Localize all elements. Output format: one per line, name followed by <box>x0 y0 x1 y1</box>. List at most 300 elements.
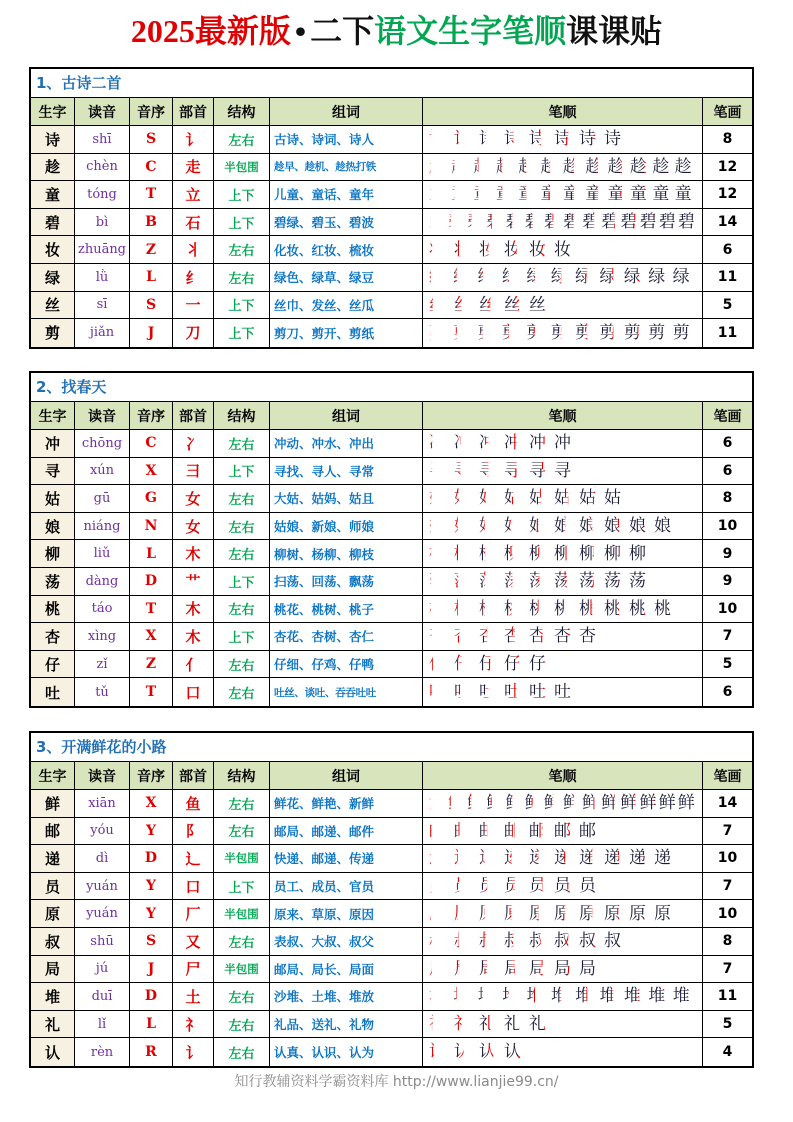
stroke-step <box>579 930 599 952</box>
stroke-step <box>454 625 474 647</box>
stroke-order-cell <box>423 181 703 208</box>
stroke-ink-done <box>579 958 598 980</box>
stroke-step <box>529 294 549 316</box>
column-header: 读音 <box>75 98 130 125</box>
stroke-step <box>582 792 602 814</box>
stroke-ink-new <box>454 487 473 509</box>
stroke-step <box>678 211 698 233</box>
stroke-count-cell: 6 <box>722 241 733 258</box>
stroke-step <box>454 930 474 952</box>
stroke-step <box>529 820 549 842</box>
stroke-step <box>479 460 499 482</box>
column-header: 结构 <box>214 762 270 789</box>
words-cell: 原来、草原、原因 <box>270 900 423 927</box>
stroke-step <box>474 156 494 178</box>
column-header: 生字 <box>31 762 75 789</box>
stroke-ink-done <box>525 792 544 814</box>
structure-cell: 左右 <box>214 1038 270 1066</box>
character-row <box>31 181 752 209</box>
stroke-ink-done <box>529 903 548 925</box>
lesson-title: 1、古诗二首 <box>31 69 752 98</box>
stroke-order-cell <box>423 319 703 347</box>
stroke-ink-done <box>608 156 627 178</box>
stroke-ink-done <box>604 930 623 952</box>
character-cell: 员 <box>31 873 75 900</box>
stroke-step <box>454 875 474 897</box>
structure-cell: 左右 <box>214 485 270 512</box>
stroke-step <box>630 183 650 205</box>
stroke-order-cell <box>423 596 703 623</box>
lesson-title: 3、开满鲜花的小路 <box>31 733 752 762</box>
stroke-ink-done <box>496 183 515 205</box>
stroke-ink-done <box>575 322 594 344</box>
stroke-step <box>654 903 674 925</box>
character-row <box>31 126 752 154</box>
stroke-ink-done <box>504 128 523 150</box>
stroke-step <box>454 1013 474 1035</box>
stroke-order-cell <box>423 236 703 263</box>
character-row <box>31 209 752 237</box>
stroke-order-cell <box>423 928 703 955</box>
stroke-count-cell: 14 <box>717 795 738 812</box>
stroke-step <box>448 792 468 814</box>
initial-letter-cell: X <box>130 623 173 650</box>
stroke-step <box>604 903 624 925</box>
structure-cell: 半包围 <box>214 956 270 983</box>
column-header: 笔画 <box>713 408 742 425</box>
structure-cell: 左右 <box>214 430 270 457</box>
radical-cell: 讠 <box>173 126 214 153</box>
stroke-step <box>454 598 474 620</box>
radical-cell: 讠 <box>173 1038 214 1066</box>
words-cell: 趁早、趁机、趁热打铁 <box>270 154 423 181</box>
stroke-step <box>486 211 506 233</box>
radical-cell: 刀 <box>173 319 214 347</box>
stroke-step <box>454 958 474 980</box>
stroke-step <box>579 820 599 842</box>
stroke-order-cell <box>423 154 703 181</box>
initial-letter-cell: X <box>130 458 173 485</box>
column-header: 笔画 <box>713 768 742 785</box>
stroke-ink-new <box>454 570 473 592</box>
stroke-step <box>479 930 499 952</box>
character-cell: 桃 <box>31 596 75 623</box>
stroke-step <box>506 211 526 233</box>
stroke-step <box>544 792 564 814</box>
stroke-step <box>554 543 574 565</box>
stroke-step <box>525 211 545 233</box>
stroke-step <box>554 847 574 869</box>
stroke-step <box>454 681 474 703</box>
character-row <box>31 845 752 873</box>
pinyin-cell: shī <box>75 126 130 153</box>
stroke-step <box>526 322 546 344</box>
stroke-ink-done <box>479 432 498 454</box>
column-header: 笔画 <box>713 104 742 121</box>
structure-cell: 左右 <box>214 790 270 817</box>
stroke-ink-done <box>526 322 545 344</box>
stroke-count-cell: 8 <box>722 131 733 148</box>
stroke-ink-done <box>474 183 493 205</box>
character-cell: 丝 <box>31 292 75 319</box>
stroke-step <box>504 625 524 647</box>
stroke-step <box>518 183 538 205</box>
structure-cell: 左右 <box>214 513 270 540</box>
initial-letter-cell: S <box>130 126 173 153</box>
stroke-ink-new <box>454 128 473 150</box>
stroke-ink-done <box>429 930 448 952</box>
stroke-ink-done <box>604 598 623 620</box>
column-header: 生字 <box>31 402 75 429</box>
stroke-step <box>454 1041 474 1063</box>
stroke-step <box>429 875 449 897</box>
stroke-step <box>624 322 644 344</box>
stroke-order-cell <box>423 458 703 485</box>
stroke-step <box>604 128 624 150</box>
radical-cell: 口 <box>173 678 214 706</box>
stroke-ink-done <box>454 432 473 454</box>
stroke-ink-new <box>454 543 473 565</box>
structure-cell: 左右 <box>214 596 270 623</box>
stroke-ink-new <box>429 294 448 316</box>
stroke-ink-done <box>479 847 498 869</box>
stroke-step <box>601 211 621 233</box>
character-cell: 娘 <box>31 513 75 540</box>
stroke-ink-done <box>554 570 573 592</box>
character-row <box>31 873 752 901</box>
words-cell: 扫荡、回荡、飘荡 <box>270 568 423 595</box>
stroke-step <box>474 183 494 205</box>
stroke-ink-done <box>502 322 521 344</box>
initial-letter-cell: T <box>130 678 173 706</box>
stroke-step <box>479 543 499 565</box>
stroke-step <box>554 903 574 925</box>
stroke-step <box>478 985 498 1007</box>
pinyin-cell: xìng <box>75 623 130 650</box>
stroke-step <box>579 598 599 620</box>
stroke-count-cell: 6 <box>722 462 733 479</box>
stroke-step <box>504 1013 524 1035</box>
stroke-order-cell <box>423 209 703 236</box>
stroke-step <box>506 792 526 814</box>
words-cell: 杏花、杏树、杏仁 <box>270 623 423 650</box>
stroke-step <box>479 570 499 592</box>
stroke-step <box>563 183 583 205</box>
stroke-order-cell <box>423 485 703 512</box>
stroke-step <box>579 875 599 897</box>
stroke-step <box>673 322 693 344</box>
stroke-step <box>604 598 624 620</box>
stroke-step <box>529 653 549 675</box>
character-cell: 叔 <box>31 928 75 955</box>
stroke-step <box>429 460 449 482</box>
stroke-step <box>454 487 474 509</box>
stroke-step <box>504 543 524 565</box>
stroke-step <box>652 156 672 178</box>
stroke-step <box>629 903 649 925</box>
stroke-ink-new <box>453 266 472 288</box>
stroke-step <box>429 625 449 647</box>
stroke-step <box>640 792 660 814</box>
stroke-ink-new <box>429 930 448 952</box>
radical-cell: 石 <box>173 209 214 236</box>
radical-cell: 尸 <box>173 956 214 983</box>
stroke-step <box>479 625 499 647</box>
stroke-ink-done <box>585 156 604 178</box>
stroke-count-cell: 9 <box>722 573 733 590</box>
character-row <box>31 1011 752 1039</box>
stroke-ink-done <box>454 653 473 675</box>
stroke-ink-new <box>454 625 473 647</box>
character-cell: 姑 <box>31 485 75 512</box>
character-cell: 认 <box>31 1038 75 1066</box>
stroke-ink-done <box>673 322 692 344</box>
stroke-ink-done <box>529 847 548 869</box>
stroke-step <box>659 792 679 814</box>
stroke-step <box>529 1013 549 1035</box>
stroke-step <box>504 653 524 675</box>
stroke-step <box>429 930 449 952</box>
radical-cell: 木 <box>173 596 214 623</box>
stroke-step <box>526 266 546 288</box>
stroke-ink-new <box>451 183 470 205</box>
stroke-ink-done <box>624 985 643 1007</box>
character-cell: 妆 <box>31 236 75 263</box>
stroke-ink-done <box>429 322 448 344</box>
page-title <box>0 8 793 54</box>
stroke-ink-done <box>678 211 697 233</box>
stroke-ink-done <box>526 985 545 1007</box>
stroke-ink-new <box>429 266 448 288</box>
character-cell: 吐 <box>31 678 75 706</box>
stroke-step <box>429 681 449 703</box>
stroke-ink-done <box>479 239 498 261</box>
stroke-step <box>551 266 571 288</box>
stroke-ink-done <box>479 515 498 537</box>
initial-letter-cell: R <box>130 1038 173 1066</box>
stroke-step <box>629 570 649 592</box>
stroke-ink-done <box>429 625 448 647</box>
stroke-step <box>529 128 549 150</box>
stroke-step <box>554 570 574 592</box>
character-cell: 荡 <box>31 568 75 595</box>
stroke-ink-done <box>541 156 560 178</box>
pinyin-cell: liǔ <box>75 540 130 567</box>
stroke-ink-done <box>601 211 620 233</box>
stroke-step <box>496 156 516 178</box>
character-cell: 递 <box>31 845 75 872</box>
character-row <box>31 430 752 458</box>
stroke-step <box>554 239 574 261</box>
stroke-ink-done <box>579 543 598 565</box>
words-cell: 邮局、局长、局面 <box>270 956 423 983</box>
stroke-step <box>600 985 620 1007</box>
stroke-ink-done <box>448 211 467 233</box>
stroke-step <box>529 487 549 509</box>
stroke-ink-done <box>429 543 448 565</box>
stroke-ink-new <box>453 985 472 1007</box>
stroke-ink-done <box>429 515 448 537</box>
stroke-step <box>678 792 698 814</box>
stroke-ink-new <box>454 958 473 980</box>
stroke-ink-new <box>429 792 448 814</box>
stroke-ink-new <box>454 847 473 869</box>
stroke-ink-done <box>579 875 598 897</box>
stroke-step <box>554 128 574 150</box>
stroke-order-cell <box>423 568 703 595</box>
pinyin-cell: tǔ <box>75 678 130 706</box>
stroke-ink-done <box>479 681 498 703</box>
stroke-order-cell <box>423 126 703 153</box>
stroke-ink-done <box>479 460 498 482</box>
stroke-step <box>429 903 449 925</box>
stroke-step <box>541 156 561 178</box>
initial-letter-cell: S <box>130 928 173 955</box>
stroke-step <box>575 985 595 1007</box>
stroke-count-cell: 7 <box>722 822 733 839</box>
stroke-step <box>478 266 498 288</box>
character-cell: 鲜 <box>31 790 75 817</box>
character-row <box>31 790 752 818</box>
stroke-ink-done <box>579 903 598 925</box>
stroke-ink-done <box>478 322 497 344</box>
stroke-step <box>429 985 449 1007</box>
stroke-step <box>451 183 471 205</box>
stroke-ink-done <box>479 820 498 842</box>
stroke-step <box>585 183 605 205</box>
initial-letter-cell: D <box>130 845 173 872</box>
stroke-ink-new <box>429 460 448 482</box>
structure-cell: 上下 <box>214 181 270 208</box>
stroke-step <box>429 239 449 261</box>
stroke-ink-done <box>429 792 448 814</box>
words-cell: 沙堆、土堆、堆放 <box>270 983 423 1010</box>
stroke-step <box>579 903 599 925</box>
stroke-ink-done <box>454 1013 473 1035</box>
pinyin-cell: xiān <box>75 790 130 817</box>
stroke-step <box>454 847 474 869</box>
stroke-ink-new <box>429 432 448 454</box>
stroke-step <box>604 487 624 509</box>
title-suffix: 课课贴 <box>566 13 663 49</box>
words-cell: 姑娘、新娘、师娘 <box>270 513 423 540</box>
stroke-count-cell: 5 <box>722 656 733 673</box>
stroke-ink-done <box>504 930 523 952</box>
stroke-ink-new <box>429 1013 448 1035</box>
stroke-ink-done <box>526 266 545 288</box>
stroke-ink-done <box>504 847 523 869</box>
stroke-step <box>604 570 624 592</box>
stroke-step <box>585 156 605 178</box>
stroke-ink-new <box>429 653 448 675</box>
stroke-step <box>563 792 583 814</box>
stroke-ink-done <box>620 211 639 233</box>
stroke-ink-done <box>575 985 594 1007</box>
radical-cell: 辶 <box>173 845 214 872</box>
character-row <box>31 1038 752 1066</box>
pinyin-cell: xún <box>75 458 130 485</box>
stroke-step <box>429 266 449 288</box>
stroke-ink-done <box>529 958 548 980</box>
character-cell: 碧 <box>31 209 75 236</box>
stroke-step <box>529 875 549 897</box>
pinyin-cell: jiǎn <box>75 319 130 347</box>
stroke-ink-done <box>504 1013 523 1035</box>
radical-cell: 鱼 <box>173 790 214 817</box>
initial-letter-cell: D <box>130 983 173 1010</box>
initial-letter-cell: N <box>130 513 173 540</box>
words-cell: 桃花、桃树、桃子 <box>270 596 423 623</box>
words-cell: 冲动、冲水、冲出 <box>270 430 423 457</box>
stroke-step <box>529 847 549 869</box>
stroke-ink-new <box>429 515 448 537</box>
radical-cell: 丬 <box>173 236 214 263</box>
column-header: 笔顺 <box>423 402 703 429</box>
radical-cell: 阝 <box>173 818 214 845</box>
stroke-ink-done <box>600 985 619 1007</box>
stroke-ink-done <box>479 128 498 150</box>
stroke-count-cell: 11 <box>717 269 738 286</box>
title-year-edition: 2025最新版 <box>130 13 291 49</box>
words-cell: 礼品、送礼、礼物 <box>270 1011 423 1038</box>
stroke-count-cell: 12 <box>717 186 738 203</box>
stroke-ink-new <box>453 322 472 344</box>
stroke-ink-done <box>525 211 544 233</box>
stroke-ink-done <box>554 930 573 952</box>
structure-cell: 左右 <box>214 983 270 1010</box>
stroke-ink-done <box>454 681 473 703</box>
stroke-ink-new <box>429 958 448 980</box>
stroke-ink-done <box>624 322 643 344</box>
character-row <box>31 513 752 541</box>
column-header: 部首 <box>173 402 214 429</box>
pinyin-cell: duī <box>75 983 130 1010</box>
stroke-step <box>629 847 649 869</box>
stroke-step <box>496 183 516 205</box>
stroke-ink-done <box>429 820 448 842</box>
stroke-step <box>529 515 549 537</box>
initial-letter-cell: C <box>130 430 173 457</box>
stroke-step <box>604 515 624 537</box>
stroke-step <box>518 156 538 178</box>
stroke-step <box>502 322 522 344</box>
stroke-order-cell <box>423 845 703 872</box>
stroke-ink-new <box>448 792 467 814</box>
stroke-ink-done <box>579 515 598 537</box>
stroke-ink-done <box>678 792 697 814</box>
column-header: 结构 <box>214 402 270 429</box>
stroke-ink-new <box>454 930 473 952</box>
stroke-step <box>554 930 574 952</box>
stroke-ink-done <box>429 487 448 509</box>
stroke-step <box>529 432 549 454</box>
radical-cell: 又 <box>173 928 214 955</box>
structure-cell: 左右 <box>214 818 270 845</box>
stroke-ink-done <box>673 266 692 288</box>
words-cell: 鲜花、鲜艳、新鲜 <box>270 790 423 817</box>
stroke-ink-done <box>518 183 537 205</box>
stroke-step <box>579 625 599 647</box>
stroke-step <box>554 875 574 897</box>
stroke-ink-done <box>529 515 548 537</box>
stroke-ink-done <box>479 958 498 980</box>
radical-cell: 亻 <box>173 651 214 678</box>
initial-letter-cell: Y <box>130 873 173 900</box>
radical-cell: 女 <box>173 513 214 540</box>
stroke-step <box>563 156 583 178</box>
pinyin-cell: yuán <box>75 873 130 900</box>
character-row <box>31 818 752 846</box>
